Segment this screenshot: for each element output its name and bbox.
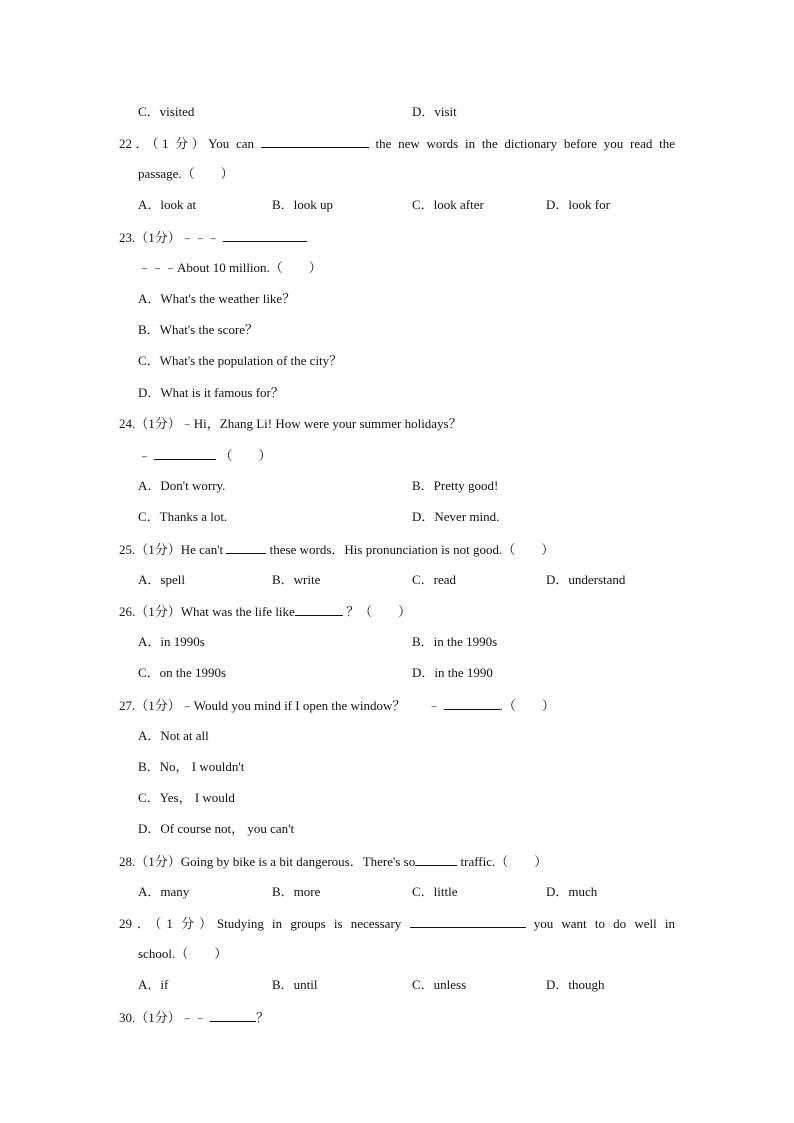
option-a: A．many xyxy=(138,884,190,899)
question-22-stem xyxy=(119,134,675,153)
option-d: D．though xyxy=(546,977,605,992)
answer-blank xyxy=(210,1008,256,1022)
question-30-stem xyxy=(119,1008,269,1027)
question-30-post: ？ xyxy=(256,1010,270,1025)
question-25-stem xyxy=(119,540,554,559)
question-22-prefix: 22．（1 分）You can xyxy=(119,136,254,151)
option-a: A．if xyxy=(138,977,169,992)
answer-blank xyxy=(415,852,457,866)
option-b: B．write xyxy=(272,572,321,587)
option-c: C．little xyxy=(412,884,458,899)
question-29-stem xyxy=(119,914,675,933)
option-c: C．look after xyxy=(412,197,484,212)
answer-blank xyxy=(410,914,526,928)
question-22-continuation: passage.（ ） xyxy=(138,166,234,181)
question-23-stem xyxy=(119,228,307,247)
option-b: B．No， I wouldn't xyxy=(138,759,245,774)
option-d: D．understand xyxy=(546,572,626,587)
option-b: B．until xyxy=(272,977,318,992)
option-c: C．unless xyxy=(412,977,467,992)
answer-blank xyxy=(223,228,307,242)
option-c: C．What's the population of the city？ xyxy=(138,353,343,368)
dash: ﹣ xyxy=(138,448,152,463)
answer-paren: （ ） xyxy=(219,448,272,463)
question-23-text: 23.（1分）﹣﹣﹣ xyxy=(119,230,220,245)
option-a: A．look at xyxy=(138,197,197,212)
question-27-pre: 27.（1分）﹣Would you mind if I open the window？ xyxy=(119,698,406,713)
option-b: B．look up xyxy=(272,197,334,212)
option-c: C．visited xyxy=(138,104,195,119)
option-a: A．Not at all xyxy=(138,728,209,743)
answer-blank xyxy=(261,134,369,148)
question-24-reply xyxy=(138,446,272,465)
option-b: B．Pretty good! xyxy=(412,478,499,493)
option-d: D．visit xyxy=(412,104,457,119)
option-a: A．in 1990s xyxy=(138,634,205,649)
option-c: C．Thanks a lot. xyxy=(138,509,228,524)
question-26-pre: 26.（1分）What was the life like xyxy=(119,604,295,619)
option-b: B．more xyxy=(272,884,321,899)
answer-blank xyxy=(226,540,266,554)
option-b: B．What's the score？ xyxy=(138,322,259,337)
question-27-stem xyxy=(119,696,555,715)
option-c: C．read xyxy=(412,572,457,587)
answer-blank xyxy=(444,696,500,710)
question-24-stem: 24.（1分）﹣Hi，Zhang Li! How were your summer holidays？ xyxy=(119,416,462,431)
option-a: A．spell xyxy=(138,572,185,587)
question-30-pre: 30.（1分）﹣﹣ xyxy=(119,1010,207,1025)
option-d: D．Of course not， you can't xyxy=(138,821,295,836)
question-26-post: ？（ ） xyxy=(346,604,412,619)
question-29-continuation: school.（ ） xyxy=(138,946,228,961)
option-d: D．Never mind. xyxy=(412,509,500,524)
question-25-post: these words．His pronunciation is not good.（ ） xyxy=(269,542,555,557)
answer-blank xyxy=(154,446,216,460)
question-26-stem xyxy=(119,602,411,621)
question-28-post: traffic.（ ） xyxy=(460,854,548,869)
question-22-suffix: the new words in the dictionary before you read the xyxy=(375,136,676,151)
question-29-post: you want to do well in xyxy=(533,916,676,931)
question-25-pre: 25.（1分）He can't xyxy=(119,542,224,557)
question-23-reply: ﹣﹣﹣About 10 million.（ ） xyxy=(138,260,322,275)
option-a: A．Don't worry. xyxy=(138,478,226,493)
question-28-stem xyxy=(119,852,547,871)
option-c: C．on the 1990s xyxy=(138,665,227,680)
option-c: C．Yes， I would xyxy=(138,790,235,805)
option-d: D．much xyxy=(546,884,598,899)
option-d: D．What is it famous for？ xyxy=(138,385,284,400)
dash: ﹣ xyxy=(427,698,441,713)
option-d: D．look for xyxy=(546,197,610,212)
question-27-post: .（ ） xyxy=(499,698,555,713)
question-28-pre: 28.（1分）Going by bike is a bit dangerous．There's so xyxy=(119,854,416,869)
option-a: A．What's the weather like？ xyxy=(138,291,296,306)
question-29-pre: 29．（1 分）Studying in groups is necessary xyxy=(119,916,402,931)
option-b: B．in the 1990s xyxy=(412,634,498,649)
option-d: D．in the 1990 xyxy=(412,665,493,680)
answer-blank xyxy=(295,602,343,616)
